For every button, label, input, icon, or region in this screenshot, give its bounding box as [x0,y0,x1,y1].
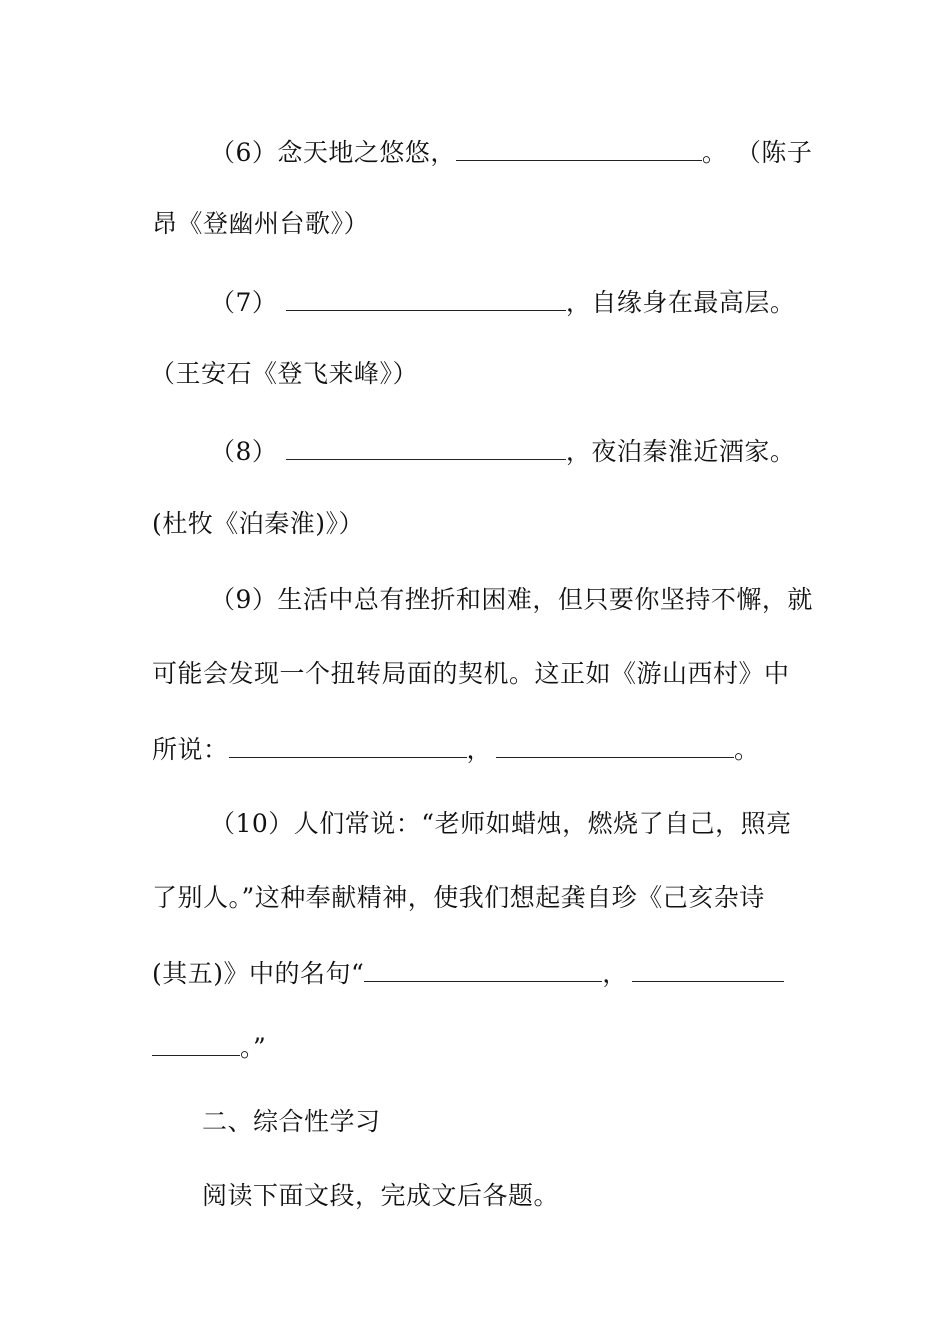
q10-line2: 了别人。”这种奉献精神，使我们想起龚自珍《己亥杂诗 [152,883,765,912]
q10-line1: （10）人们常说：“老师如蜡烛，燃烧了自己，照亮 [210,809,792,838]
instruction-text: 阅读下面文段，完成文后各题。 [202,1181,560,1210]
question-6 [210,136,812,169]
q9-prefix: 所说： [152,735,229,764]
q7-suffix: ，自缘身在最高层。 [565,288,796,317]
q10-suffix: 。” [240,1033,267,1062]
q10-comma: ， [602,959,628,988]
q10-answer-blank-1[interactable] [364,957,602,982]
q8-suffix: ，夜泊秦淮近酒家。 [565,437,796,466]
q9-answer-blank-1[interactable] [229,733,467,758]
q10-line3 [152,957,784,990]
q8-source: (杜牧《泊秦淮)》） [152,509,365,538]
q7-answer-blank[interactable] [286,286,566,311]
q6-prefix: （6）念天地之悠悠， [210,138,456,167]
q6-suffix: 。 （陈子 [701,138,813,167]
q9-suffix: 。 [734,735,760,764]
q8-prefix: （8） [210,437,286,466]
q9-line1: （9）生活中总有挫折和困难，但只要你坚持不懈，就 [210,585,813,614]
section-heading: 二、综合性学习 [202,1107,381,1136]
q6-answer-blank[interactable] [456,136,702,161]
q9-line3 [152,733,760,766]
q9-line2: 可能会发现一个扭转局面的契机。这正如《游山西村》中 [152,659,790,688]
q10-prefix: (其五)》中的名句“ [152,959,365,988]
q7-source: （王安石《登飞来峰》） [150,359,419,388]
q7-prefix: （7） [210,288,286,317]
q10-line4 [152,1031,266,1064]
question-8 [210,435,795,468]
q10-answer-blank-2a[interactable] [632,957,784,982]
q9-answer-blank-2[interactable] [496,733,734,758]
question-7 [210,286,795,319]
q10-answer-blank-2b[interactable] [152,1031,240,1056]
q8-answer-blank[interactable] [286,435,566,460]
q6-source: 昂《登幽州台歌》） [152,209,370,238]
q9-comma: ， [466,735,493,764]
